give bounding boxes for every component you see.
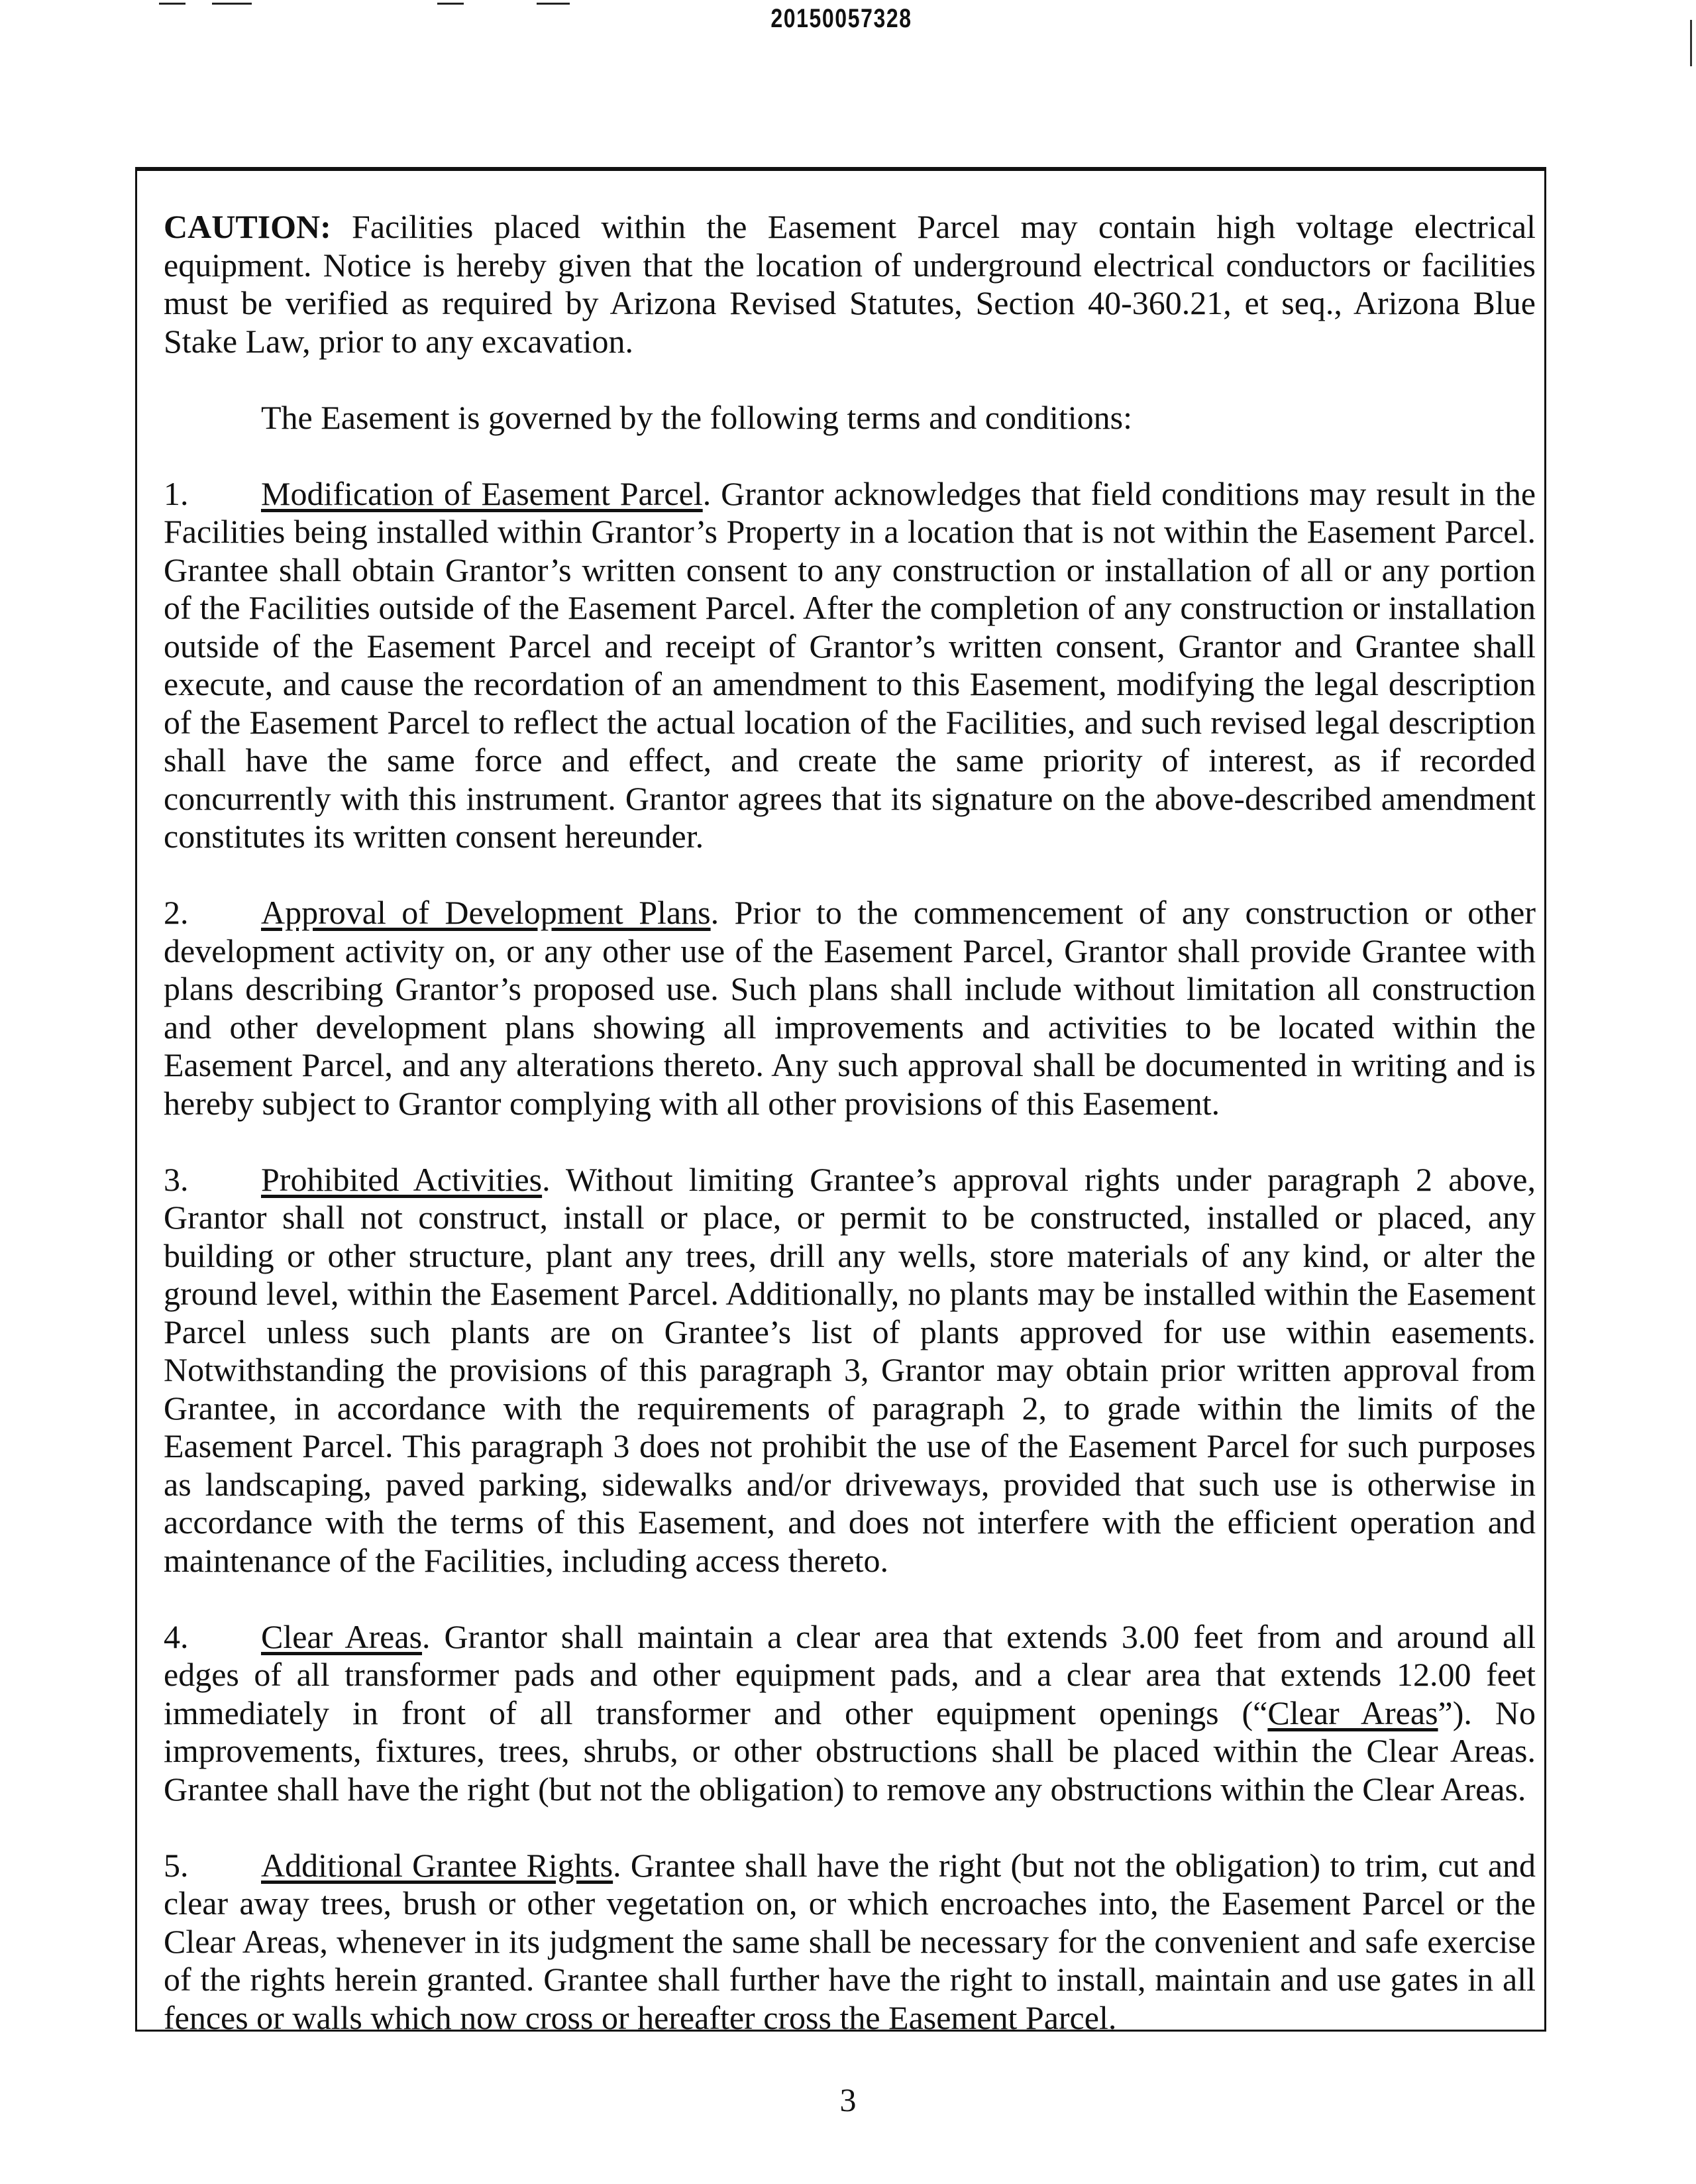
intro-paragraph: The Easement is governed by the following terms and conditions: <box>261 398 1132 436</box>
section-3 <box>164 1161 1536 1580</box>
section-number: 5. <box>164 1846 189 1884</box>
section-heading: Prohibited Activities <box>261 1160 543 1198</box>
defined-term: Clear Areas <box>1267 1694 1438 1731</box>
recording-number: 20150057328 <box>770 4 912 33</box>
terms-box <box>135 167 1546 2036</box>
section-heading: Approval of Development Plans <box>261 894 711 931</box>
section-number: 3. <box>164 1160 189 1198</box>
section-heading: Clear Areas <box>261 1617 423 1655</box>
scan-artifact <box>1690 20 1692 66</box>
section-5 <box>164 1847 1536 2038</box>
section-heading: Additional Grantee Rights <box>261 1846 613 1884</box>
section-number: 2. <box>164 894 189 931</box>
section-1 <box>164 475 1536 856</box>
section-number: 1. <box>164 474 189 512</box>
caution-label: CAUTION: <box>164 208 331 245</box>
section-4 <box>164 1618 1536 1809</box>
page-number: 3 <box>839 2081 857 2118</box>
section-text: . Without limiting Grantee’s approval rights under paragraph 2 above, Grantor shall not construct, install or place, or permit to be constructed, installed or placed, any building or other structure, plant any trees, drill any wells, store materials of any kind, or alter the ground level, within the Easement Parcel. Additionally, no plants may be installed within the Easement Parcel unless such plants are on Grantee’s list of plants approved for use within easements. Notwithstanding the provisions of this paragraph 3, Grantor may obtain prior written approval from Grantee, in accordance with the requirements of paragraph 2, to grade within the limits of the Easement Parcel. This paragraph 3 does not prohibit the use of the Easement Parcel for such purposes as landscaping, paved parking, sidewalks and/or driveways, provided that such use is otherwise in accordance with the terms of this Easement, and does not interfere with the efficient operation and maintenance of the Facilities, including access thereto. <box>164 1160 1536 1579</box>
section-text: . Grantor acknowledges that field conditions may result in the Facilities being installed within Grantor’s Property in a location that is not within the Easement Parcel. Grantee shall obtain Grantor’s written consent to any construction or installation of all or any portion of the Facilities outside of the Easement Parcel. After the completion of any construction or installation outside of the Easement Parcel and receipt of Grantor’s written consent, Grantor and Grantee shall execute, and cause the recordation of an amendment to this Easement, modifying the legal description of the Easement Parcel to reflect the actual location of the Facilities, and such revised legal description shall have the same force and effect, and create the same priority of interest, as if recorded concurrently with this instrument. Grantor agrees that its signature on the above-described amendment constitutes its written consent hereunder. <box>164 474 1536 855</box>
section-heading: Modification of Easement Parcel <box>261 474 703 512</box>
section-text: . Grantor shall maintain a clear area that extends 3.00 feet from and around all edges of all transformer pads and other equipment pads, and a clear area that extends 12.00 feet immediately in front of all transformer and other equipment openings (“ <box>164 1617 1536 1731</box>
section-2 <box>164 894 1536 1122</box>
caution-paragraph <box>164 208 1536 360</box>
section-text-after: ”). No improvements, fixtures, trees, shrubs, or other obstructions shall be placed within the Clear Areas. Grantee shall have the right (but not the obligation) to remove any obstructions within the Clear Areas. <box>164 1694 1536 1808</box>
section-text: . Grantee shall have the right (but not the obligation) to trim, cut and clear away trees, brush or other vegetation on, or which encroaches into, the Easement Parcel or the Clear Areas, whenever in its judgment the same shall be necessary for the convenient and safe exercise of the rights herein granted. Grantee shall further have the right to install, maintain and use gates in all fences or walls which now cross or hereafter cross the Easement Parcel. <box>164 1846 1536 2036</box>
section-number: 4. <box>164 1617 189 1655</box>
section-text: . Prior to the commencement of any construction or other development activity on, or any other use of the Easement Parcel, Grantor shall provide Grantee with plans describing Grantor’s proposed use. Such plans shall include without limitation all construction and other development plans showing all improvements and activities to be located within the Easement Parcel, and any alterations thereto. Any such approval shall be documented in writing and is hereby subject to Grantor complying with all other provisions of this Easement. <box>164 894 1536 1122</box>
caution-text: Facilities placed within the Easement Parcel may contain high voltage electrical equipment. Notice is hereby given that the location of underground electrical conductors or facilities must be verified as required by Arizona Revised Statutes, Section 40-360.21, et seq., Arizona Blue Stake Law, prior to any excavation. <box>164 208 1536 360</box>
document-body <box>164 208 1536 2075</box>
